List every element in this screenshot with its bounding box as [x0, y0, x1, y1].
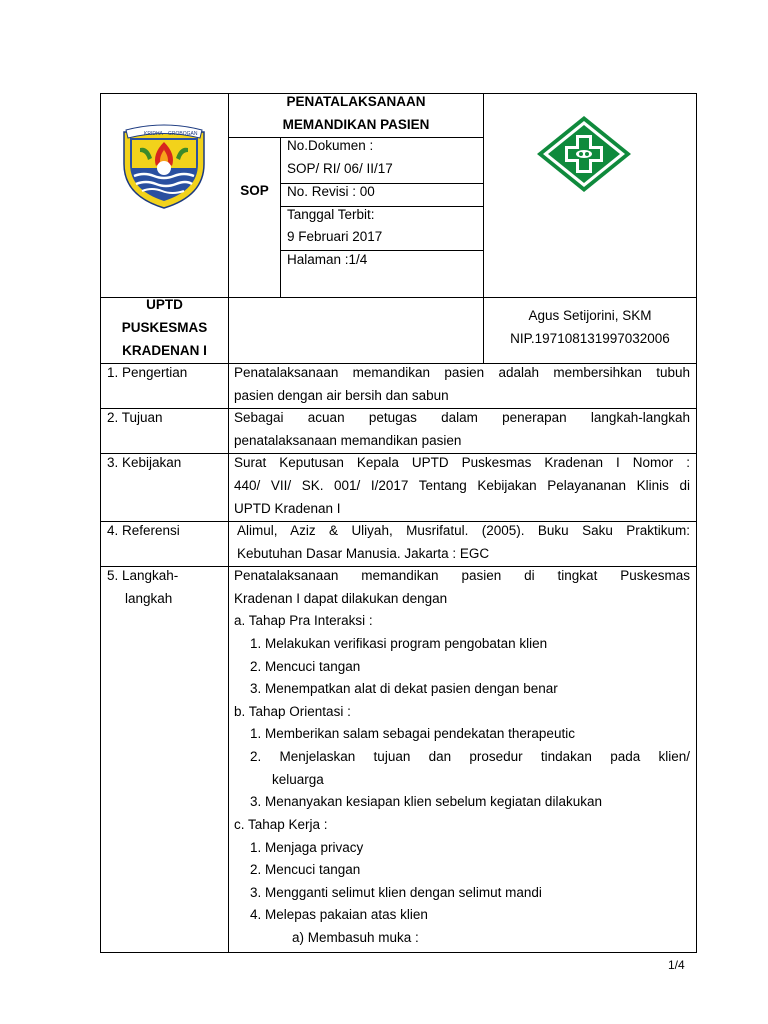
document-title-line2: MEMANDIKAN PASIEN	[282, 117, 430, 132]
section-label-referensi: 4. Referensi	[107, 523, 180, 538]
stage-a-step3: 3. Menempatkan alat di dekat pasien dengan benar	[250, 681, 558, 696]
stage-a-step2: 2. Mencuci tangan	[250, 659, 361, 674]
health-cross-logo	[536, 115, 632, 193]
org-name-line1: UPTD	[146, 297, 183, 312]
stage-c-step1: 1. Menjaga privacy	[250, 840, 364, 855]
sop-label: SOP	[240, 183, 269, 198]
signer-name: Agus Setijorini, SKM	[528, 308, 652, 323]
stage-b-step2-line1: 2. Menjelaskan tujuan dan prosedur tindakan pada klien/	[250, 749, 690, 764]
regency-logo	[118, 118, 210, 210]
revision-number: No. Revisi : 00	[287, 184, 375, 199]
issue-date-value: 9 Februari 2017	[287, 229, 383, 244]
footer-page-number: 1/4	[668, 958, 685, 972]
logo-ribbon-right: GROBOGAN	[168, 131, 198, 137]
stage-c-step3: 3. Mengganti selimut klien dengan selimut mandi	[250, 885, 542, 900]
section-label-langkah-line1: 5. Langkah-	[107, 568, 179, 583]
langkah-intro-line1: Penatalaksanaan memandikan pasien di tingkat Puskesmas	[234, 568, 690, 583]
stage-c-label: c. Tahap Kerja :	[234, 817, 328, 832]
section-label-langkah-line2: langkah	[125, 591, 173, 606]
issue-date-label: Tanggal Terbit:	[287, 207, 375, 222]
referensi-text-line2: Kebutuhan Dasar Manusia. Jakarta : EGC	[237, 546, 490, 561]
stage-a-label: a. Tahap Pra Interaksi :	[234, 613, 373, 628]
stage-c-step2: 2. Mencuci tangan	[250, 862, 361, 877]
section-label-pengertian: 1. Pengertian	[107, 365, 188, 380]
stage-b-step2-line2: keluarga	[272, 772, 324, 787]
tujuan-text-line2: penatalaksanaan memandikan pasien	[234, 433, 462, 448]
pengertian-text-line2: pasien dengan air bersih dan sabun	[234, 388, 449, 403]
stage-b-label: b. Tahap Orientasi :	[234, 704, 351, 719]
stage-c-step4: 4. Melepas pakaian atas klien	[250, 907, 428, 922]
pengertian-text-line1: Penatalaksanaan memandikan pasien adalah membersihkan tubuh	[234, 365, 690, 380]
doc-number-value: SOP/ RI/ 06/ II/17	[287, 161, 393, 176]
logo-ribbon-left: KRIDHA	[144, 131, 163, 137]
page-info: Halaman :1/4	[287, 252, 368, 267]
kebijakan-text-line1: Surat Keputusan Kepala UPTD Puskesmas Kradenan I Nomor :	[234, 455, 690, 470]
langkah-intro-line2: Kradenan I dapat dilakukan dengan	[234, 591, 448, 606]
org-name-line2: PUSKESMAS	[121, 320, 208, 335]
doc-number-label: No.Dokumen :	[287, 138, 374, 153]
kebijakan-text-line3: UPTD Kradenan I	[234, 501, 341, 516]
org-name-line3: KRADENAN I	[122, 343, 207, 358]
section-label-kebijakan: 3. Kebijakan	[107, 455, 182, 470]
tujuan-text-line1: Sebagai acuan petugas dalam penerapan langkah-langkah	[234, 410, 690, 425]
stage-b-step1: 1. Memberikan salam sebagai pendekatan therapeutic	[250, 726, 575, 741]
document-title-line1: PENATALAKSANAAN	[286, 94, 426, 109]
signer-nip: NIP.197108131997032006	[510, 331, 670, 346]
section-label-tujuan: 2. Tujuan	[107, 410, 163, 425]
stage-b-step3: 3. Menanyakan kesiapan klien sebelum kegiatan dilakukan	[250, 794, 602, 809]
referensi-text-line1: Alimul, Aziz & Uliyah, Musrifatul. (2005). Buku Saku Praktikum:	[237, 523, 690, 538]
stage-c-step4-sub-a: a) Membasuh muka :	[292, 930, 419, 945]
kebijakan-text-line2: 440/ VII/ SK. 001/ I/2017 Tentang Kebijakan Pelayananan Klinis di	[234, 478, 690, 493]
stage-a-step1: 1. Melakukan verifikasi program pengobatan klien	[250, 636, 548, 651]
